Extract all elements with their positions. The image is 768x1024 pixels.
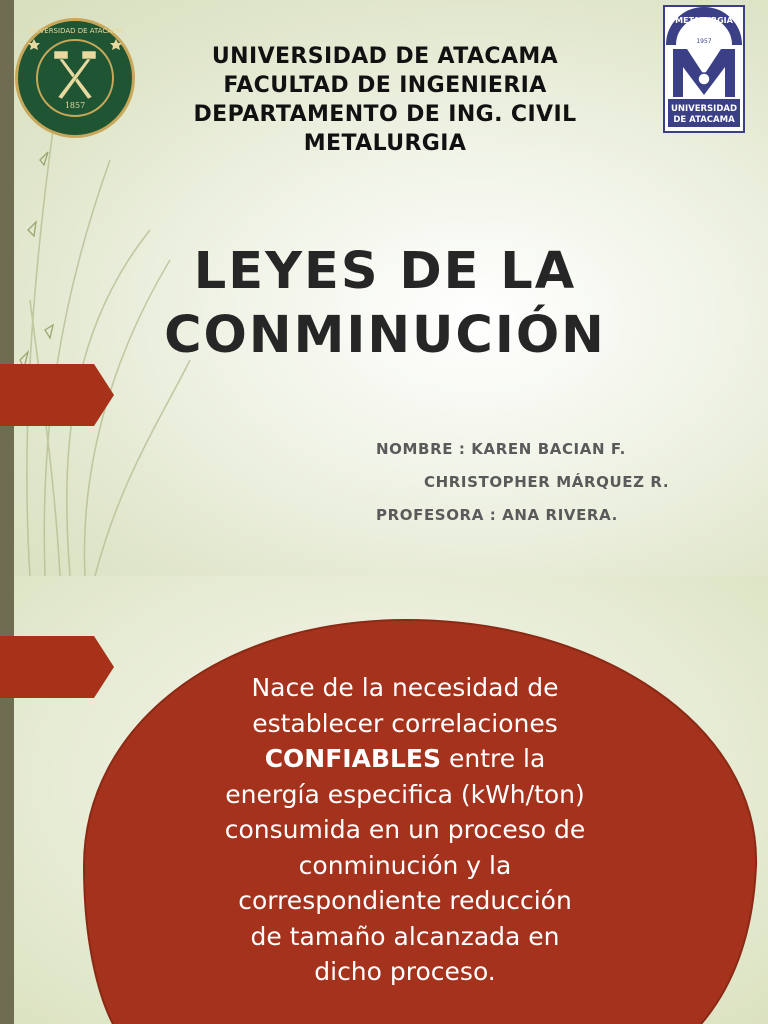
university-seal-hammers-icon — [14, 17, 136, 139]
seal-ring-text: UNIVERSIDAD DE ATACAMA — [27, 27, 123, 35]
bubble-line-7: correspondiente reducción — [238, 886, 572, 915]
header-university: UNIVERSIDAD DE ATACAMA — [211, 44, 559, 69]
bubble-line-6: conminución y la — [298, 850, 512, 880]
bubble-line-5: consumida en un proceso de — [224, 815, 586, 844]
info-profesora: PROFESORA : ANA RIVERA. — [376, 506, 618, 524]
metalurgia-caption-2: DE ATACAMA — [673, 115, 735, 125]
bubble-text — [170, 670, 640, 990]
header-faculty: FACULTAD DE INGENIERIA — [223, 73, 547, 98]
metalurgia-shield-icon — [663, 5, 745, 133]
slide-title — [120, 240, 650, 368]
bubble-line-9: dicho proceso. — [314, 957, 496, 986]
bubble-line-2: establecer correlaciones — [252, 708, 558, 738]
title-line-1: LEYES DE LA — [193, 242, 577, 301]
red-arrow-tab — [0, 364, 114, 426]
seal-year: 1857 — [64, 101, 86, 110]
author-info — [376, 433, 669, 532]
metalurgia-caption-1: UNIVERSIDAD — [670, 104, 738, 114]
metalurgia-year: 1957 — [696, 38, 712, 45]
info-second-author: CHRISTOPHER MÁRQUEZ R. — [424, 473, 670, 491]
info-nombre: NOMBRE : KAREN BACIAN F. — [376, 440, 626, 458]
bubble-line-1: Nace de la necesidad de — [251, 673, 559, 702]
bubble-line-3 — [170, 741, 640, 777]
header-program: METALURGIA — [303, 131, 467, 156]
bubble-line-3-rest: entre la — [441, 744, 546, 773]
header-department: DEPARTAMENTO DE ING. CIVIL — [193, 102, 577, 127]
bubble-emphasis: CONFIABLES — [264, 744, 442, 773]
left-accent-bar — [0, 0, 14, 576]
bubble-line-4: energía especifica (kWh/ton) — [225, 779, 585, 809]
metalurgia-ring-text: METALURGIA — [675, 16, 733, 25]
institution-header — [150, 42, 620, 158]
bubble-line-8: de tamaño alcanzada en — [250, 921, 560, 951]
title-line-2: CONMINUCIÓN — [164, 306, 606, 365]
